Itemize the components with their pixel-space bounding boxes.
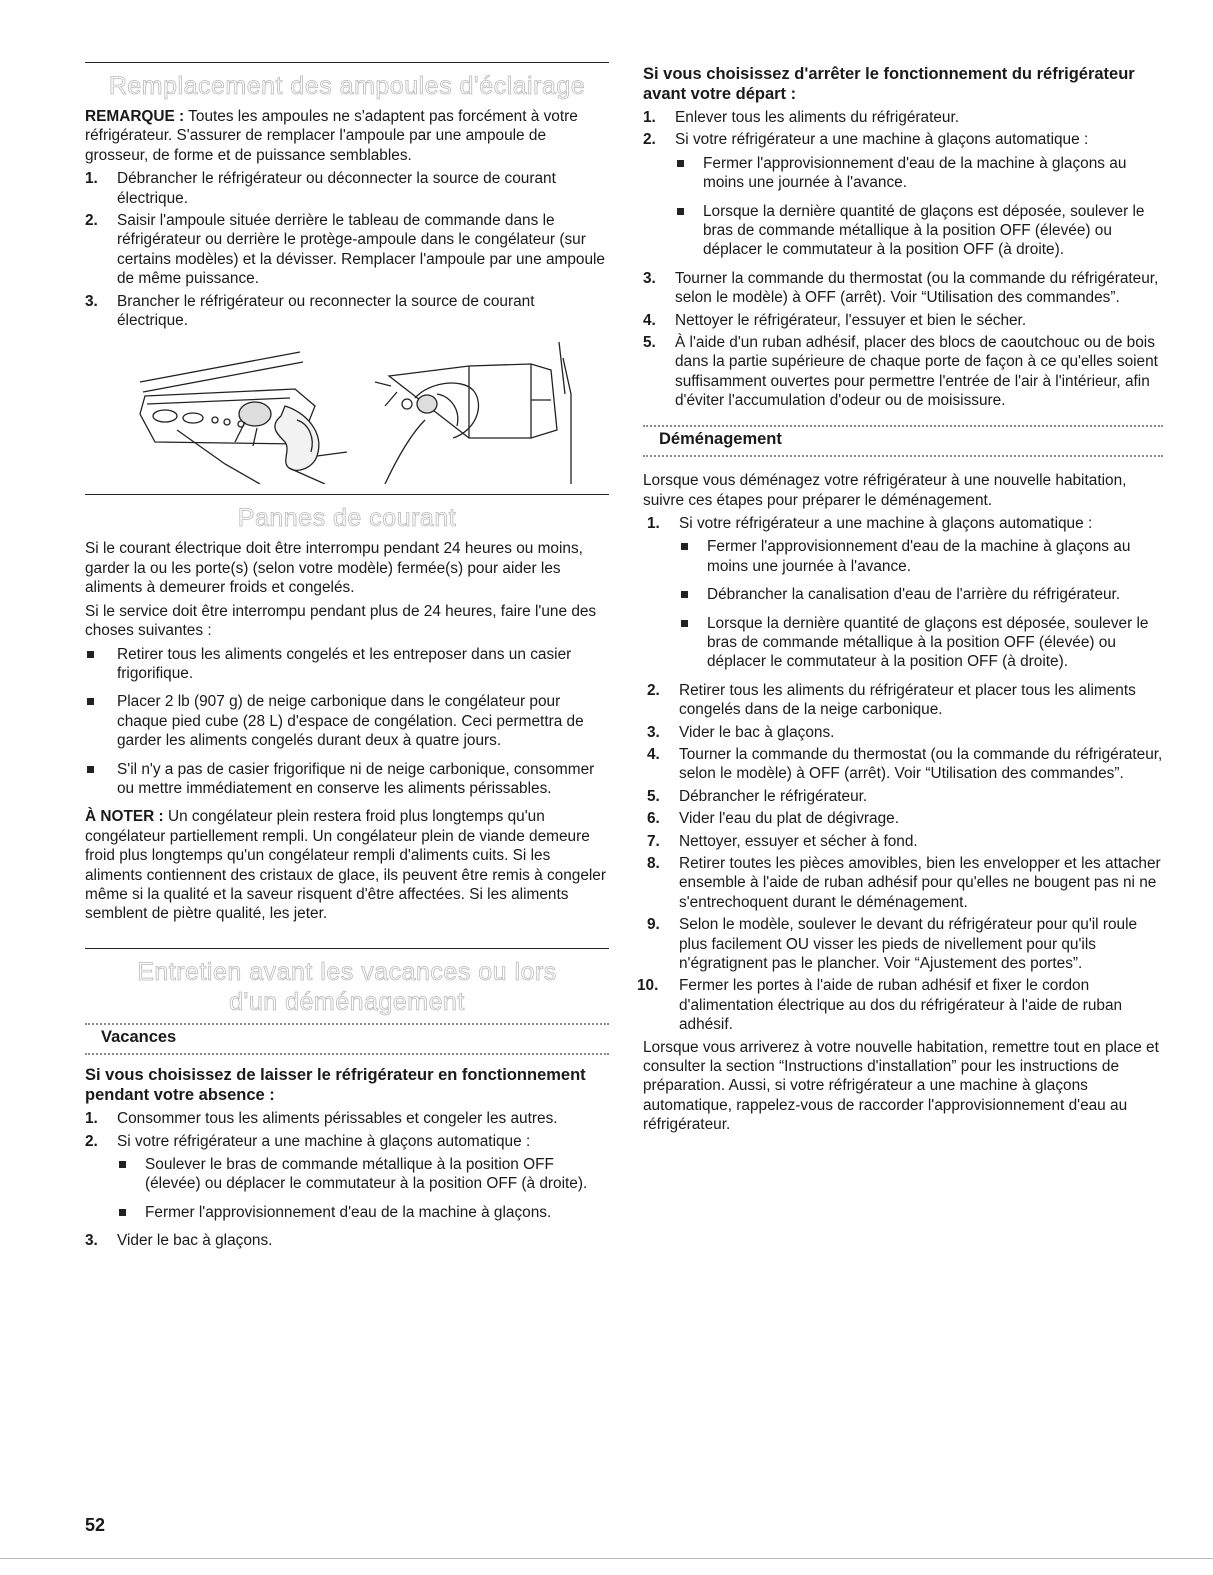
list-item: Lorsque la dernière quantité de glaçons est déposée, soulever le bras de commande métallique à la position OFF (élevée) ou déplacer le commutateur à la position OFF (à droite). xyxy=(679,614,1163,672)
dotted-rule xyxy=(643,455,1163,457)
list-item: Débrancher la canalisation d'eau de l'arrière du réfrigérateur. xyxy=(679,585,1163,604)
stop-step2-bullets xyxy=(675,154,1163,260)
power-bullets xyxy=(85,645,609,799)
list-item: 1. Débrancher le réfrigérateur ou déconnecter la source de courant électrique. xyxy=(85,170,556,207)
list-item: 3. Vider le bac à glaçons. xyxy=(647,723,835,741)
note-label: À NOTER : xyxy=(85,808,164,826)
list-item: 2. Saisir l'ampoule située derrière le tableau de commande dans le réfrigérateur ou derrière le protège-ampoule dans le congélateur (sur certains modèles) et la dévisser. Remplacer l'ampoule par une ampoule de même puissance. xyxy=(85,212,605,288)
move-intro: Lorsque vous déménagez votre réfrigérateur à une nouvelle habitation, suivre ces étapes pour préparer le déménagement. xyxy=(643,472,1127,509)
list-item: Placer 2 lb (907 g) de neige carbonique dans le congélateur pour chaque pied cube (28 L) d'espace de congélation. Ceci permettra de garder les aliments congelés durant deux à quatre jours. xyxy=(85,692,609,750)
list-item: 2. Retirer tous les aliments du réfrigérateur et placer tous les aliments congelés dans de la neige carbonique. xyxy=(647,681,1136,719)
list-item: 2. Si votre réfrigérateur a une machine à glaçons automatique : Soulever le bras de commande métallique à la position OFF (élevée) ou déplacer le commutateur à la position OFF (à droite). Fermer l'approvisionnement d'eau de la machine à glaçons. xyxy=(85,1132,609,1223)
section-rule xyxy=(85,62,609,63)
move-heading: Déménagement xyxy=(659,429,782,448)
lamp-illustration xyxy=(85,334,609,484)
list-item: 1. Enlever tous les aliments du réfrigérateur. xyxy=(643,109,960,126)
vacation-section-title: Entretien avant les vacances ou lors d'un déménagement xyxy=(137,957,557,1016)
power-paragraph-1: Si le courant électrique doit être interrompu pendant 24 heures ou moins, garder la ou les porte(s) (selon votre modèle) fermée(s) pour aider les aliments à demeurer froids et congelés. xyxy=(85,540,583,597)
list-item: 4. Nettoyer le réfrigérateur, l'essuyer et bien le sécher. xyxy=(643,311,1027,329)
page-bottom-rule xyxy=(0,1558,1213,1559)
list-item: 4. Tourner la commande du thermostat (ou la commande du réfrigérateur, selon le modèle) à OFF (arrêt). Voir “Utilisation des commandes”. xyxy=(647,745,1163,783)
move-outro: Lorsque vous arriverez à votre nouvelle habitation, remettre tout en place et consulter la section “Instructions d'installation” pour les instructions de préparation. Aussi, si votre réfrigérateur a une machine à glaçons automatique, rappelez-vous de raccorder l'approvisionnement d'eau au réfrigérateur. xyxy=(643,1038,1159,1134)
list-item: 7. Nettoyer, essuyer et sécher à fond. xyxy=(647,832,918,850)
section-rule xyxy=(85,494,609,495)
list-item: 5. Débrancher le réfrigérateur. xyxy=(647,787,868,805)
vacances-heading: Vacances xyxy=(101,1027,177,1046)
list-item: 1. Si votre réfrigérateur a une machine à glaçons automatique : Fermer l'approvisionnement d'eau de la machine à glaçons au moins une journée à l'avance. Débrancher la canalisation d'eau de l'arrière du réfrigérateur. Lorsque la dernière quantité de glaçons est déposée, soulever le bras de commande métallique à la position OFF (élevée) ou déplacer le commutateur à la position OFF (à droite). xyxy=(643,514,1163,672)
list-item: 1. Consommer tous les aliments périssables et congeler les autres. xyxy=(85,1110,558,1128)
note-label: REMARQUE : xyxy=(85,108,185,125)
list-item: 3. Vider le bac à glaçons. xyxy=(85,1232,273,1250)
list-item: 3. Brancher le réfrigérateur ou reconnecter la source de courant électrique. xyxy=(85,292,535,330)
move-step1-bullets xyxy=(679,537,1163,671)
lamp-note xyxy=(85,107,609,165)
power-paragraph-2: Si le service doit être interrompu pendant plus de 24 heures, faire l'une des choses suivantes : xyxy=(85,602,597,640)
list-item: 5. À l'aide d'un ruban adhésif, placer des blocs de caoutchouc ou de bois dans la partie supérieure de chaque porte de façon à ce qu'elles soient suffisamment ouvertes pour permettre l'entrée de l'air à l'intérieur, afin d'éviter l'accumulation d'odeur ou de moisissure. xyxy=(643,334,1158,410)
leave-steps xyxy=(85,1109,609,1250)
move-steps xyxy=(637,514,1163,1035)
lamp-section-title: Remplacement des ampoules d'éclairage xyxy=(108,72,586,100)
list-item: 6. Vider l'eau du plat de dégivrage. xyxy=(647,810,899,828)
list-item: Retirer tous les aliments congelés et les entreposer dans un casier frigorifique. xyxy=(85,645,609,684)
list-item: Fermer l'approvisionnement d'eau de la machine à glaçons au moins une journée à l'avance. xyxy=(675,154,1163,193)
right-column xyxy=(637,62,1163,1139)
section-rule xyxy=(85,948,609,949)
list-item: S'il n'y a pas de casier frigorifique ni de neige carbonique, consommer ou mettre immédiatement en conserve les aliments périssables. xyxy=(85,760,609,799)
leave-on-heading: Si vous choisissez de laisser le réfrigérateur en fonctionnement pendant votre absence : xyxy=(85,1066,586,1105)
note-text: Toutes les ampoules ne s'adaptent pas forcément à votre réfrigérateur. S'assurer de remplacer l'ampoule par une ampoule de grosseur, de forme et de puissance semblables. xyxy=(85,108,578,164)
dotted-rule xyxy=(85,1053,609,1055)
leave-step2-bullets xyxy=(117,1155,609,1222)
bulb-replacement-illustration xyxy=(85,334,609,484)
list-item: 9. Selon le modèle, soulever le devant du réfrigérateur pour qu'il roule plus facilement OU visser les pieds de nivellement pour qu'ils n'égratignent pas le plancher. Voir “Ajustement des portes”. xyxy=(647,916,1138,973)
page-number: 52 xyxy=(85,1515,106,1535)
list-item: Lorsque la dernière quantité de glaçons est déposée, soulever le bras de commande métallique à la position OFF (élevée) ou déplacer le commutateur à la position OFF (à droite). xyxy=(675,202,1163,260)
note-text: Un congélateur plein restera froid plus longtemps qu'un congélateur partiellement rempli. Un congélateur plein de viande demeure froid plus longtemps qu'un congélateur rempli d'aliments cuits. Si les aliments contiennent des cristaux de glace, ils peuvent être remis à congeler même si la qualité et la saveur risquent d'être affectées. Si les aliments semblent de piètre qualité, les jeter. xyxy=(85,808,606,923)
left-column xyxy=(85,62,609,1254)
list-item: 3. Tourner la commande du thermostat (ou la commande du réfrigérateur, selon le modèle) à OFF (arrêt). Voir “Utilisation des commandes”. xyxy=(643,269,1159,307)
list-item: Fermer l'approvisionnement d'eau de la machine à glaçons. xyxy=(117,1203,609,1222)
stop-heading: Si vous choisissez d'arrêter le fonctionnement du réfrigérateur avant votre départ : xyxy=(643,65,1135,103)
power-note xyxy=(85,807,609,923)
list-item: 2. Si votre réfrigérateur a une machine à glaçons automatique : Fermer l'approvisionnement d'eau de la machine à glaçons au moins une journée à l'avance. Lorsque la dernière quantité de glaçons est déposée, soulever le bras de commande métallique à la position OFF (élevée) ou déplacer le commutateur à la position OFF (à droite). xyxy=(643,130,1163,259)
list-item: Soulever le bras de commande métallique à la position OFF (élevée) ou déplacer le commutateur à la position OFF (à droite). xyxy=(117,1155,609,1194)
list-item: 8. Retirer toutes les pièces amovibles, bien les envelopper et les attacher ensemble à l'aide de ruban adhésif pour qu'elles ne bougent pas ni ne s'entrechoquent durant le déménagement. xyxy=(647,855,1161,911)
power-section-title: Pannes de courant xyxy=(237,504,457,533)
list-item: Fermer l'approvisionnement d'eau de la machine à glaçons au moins une journée à l'avance. xyxy=(679,537,1163,576)
lamp-steps xyxy=(85,169,609,330)
list-item: 10. Fermer les portes à l'aide de ruban adhésif et fixer le cordon d'alimentation électrique au dos du réfrigérateur à l'aide de ruban adhésif. xyxy=(637,977,1123,1034)
stop-steps xyxy=(643,108,1163,411)
